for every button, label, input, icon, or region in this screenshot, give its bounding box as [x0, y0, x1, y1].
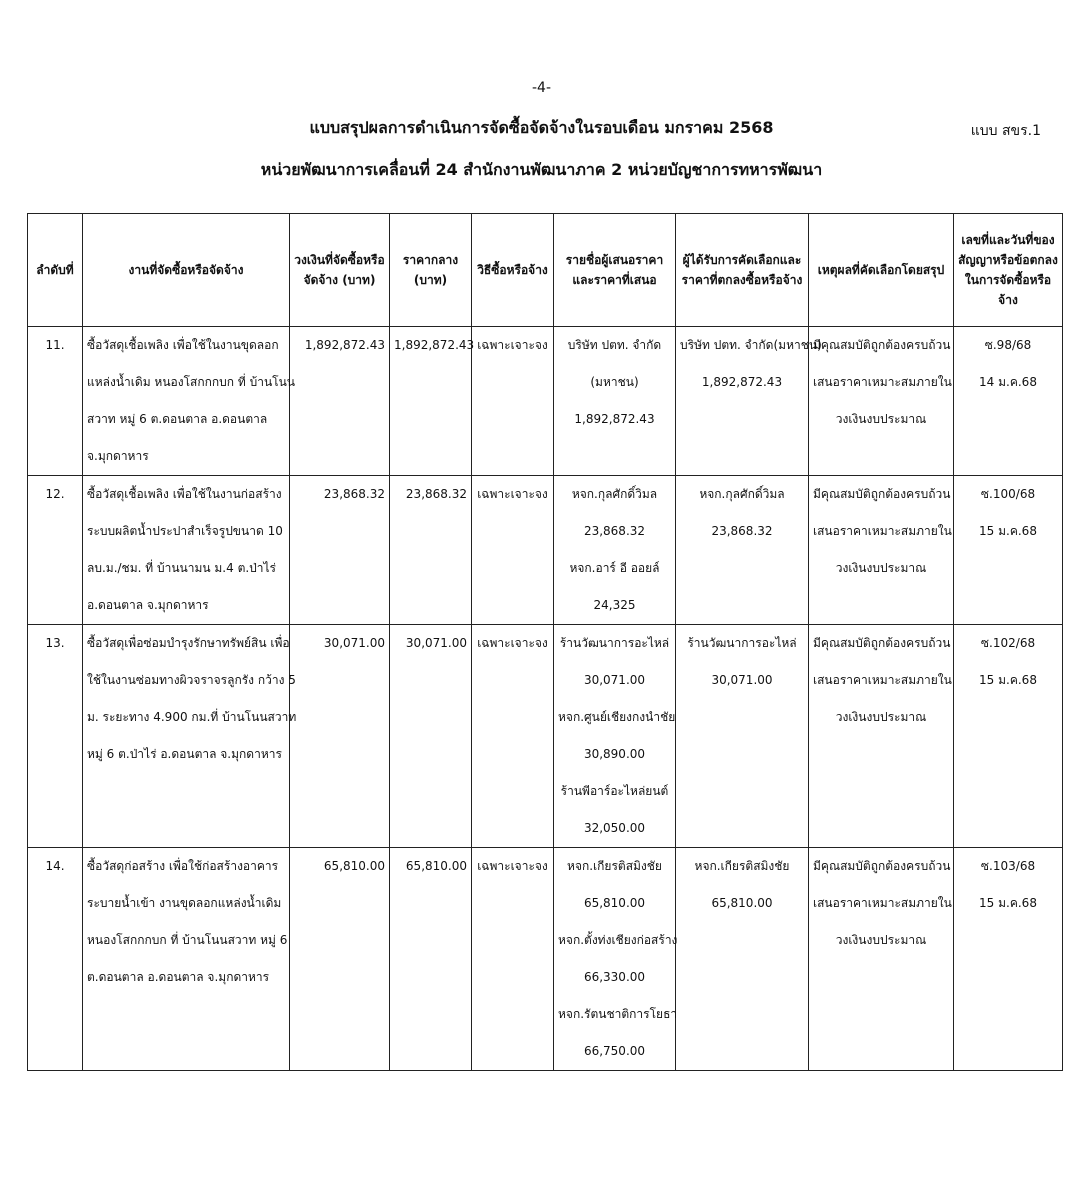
cell-winner-line: ร้านวัฒนาการอะไหล่ — [687, 636, 797, 650]
cell-budget: 1,892,872.43 — [290, 327, 390, 476]
cell-bidders-line: หจก.ศูนย์เชียงกงนำชัย — [558, 710, 676, 724]
cell-reason-line: เสนอราคาเหมาะสมภายใน — [813, 375, 952, 389]
cell-contract-line: 15 ม.ค.68 — [979, 896, 1037, 910]
cell-median-price: 30,071.00 — [390, 625, 472, 848]
cell-item-line: ระบายน้ำเข้า งานขุดลอกแหล่งน้ำเดิม — [87, 896, 282, 910]
cell-contract — [954, 327, 1063, 476]
table-row — [28, 625, 1063, 848]
cell-item — [83, 327, 295, 476]
cell-contract-line: ซ.103/68 — [980, 859, 1036, 873]
cell-contract — [954, 476, 1063, 625]
cell-item-line: ระบบผลิตน้ำประปาสำเร็จรูปขนาด 10 — [87, 524, 283, 538]
cell-bidders-line: 30,071.00 — [583, 673, 646, 687]
cell-bidders-line: หจก.เกียรติสมิงชัย — [567, 859, 662, 873]
cell-reason-line: เสนอราคาเหมาะสมภายใน — [813, 896, 952, 910]
cell-median-price: 1,892,872.43 — [390, 327, 472, 476]
table-body — [28, 327, 1063, 1071]
cell-winner-line: 30,071.00 — [711, 673, 773, 687]
cell-item-line: ซื้อวัสดุเพื่อซ่อมบำรุงรักษาทรัพย์สิน เพื่อ — [87, 636, 290, 650]
cell-bidders-line: 23,868.32 — [583, 524, 646, 538]
cell-reason-line: วงเงินงบประมาณ — [835, 561, 927, 575]
cell-method: เฉพาะเจาะจง — [472, 476, 554, 625]
cell-bidders-line: หจก.กุลศักดิ์วิมล — [571, 487, 658, 501]
cell-bidders-line: หจก.รัตนชาติการโยธา — [558, 1007, 678, 1021]
cell-contract-line: 14 ม.ค.68 — [979, 375, 1037, 389]
cell-winner-line: หจก.กุลศักดิ์วิมล — [699, 487, 785, 501]
cell-contract-line: 15 ม.ค.68 — [979, 524, 1037, 538]
cell-item-line: ซื้อวัสดุเชื้อเพลิง เพื่อใช้ในงานก่อสร้าง — [87, 487, 282, 501]
table-row — [28, 327, 1063, 476]
header-contract: เลขที่และวันที่ของสัญญาหรือข้อตกลงในการจัดซื้อหรือจ้าง — [954, 214, 1063, 327]
cell-item-line: ลบ.ม./ชม. ที่ บ้านนามน ม.4 ต.ป่าไร่ — [87, 561, 277, 575]
cell-item — [83, 625, 297, 848]
cell-item-line: ใช้ในงานซ่อมทางผิวจราจรลูกรัง กว้าง 5 — [87, 673, 296, 687]
table-row — [28, 848, 1063, 1071]
form-code: แบบ สขร.1 — [970, 123, 1041, 139]
cell-budget: 30,071.00 — [290, 625, 390, 848]
cell-item-line: สวาท หมู่ 6 ต.ดอนตาล อ.ดอนตาล — [87, 412, 268, 426]
cell-bidders-line: ร้านพีอาร์อะไหล่ยนต์ — [560, 784, 669, 798]
cell-item-line: แหล่งน้ำเดิม หนองโสกกกบก ที่ บ้านโนน — [87, 375, 295, 389]
cell-winner-line: บริษัท ปตท. จำกัด(มหาชน) — [680, 338, 822, 352]
cell-bidders-line: หจก.ตั้งท่งเชียงก่อสร้าง — [558, 933, 678, 947]
cell-reason-line: มีคุณสมบัติถูกต้องครบถ้วน — [813, 487, 951, 501]
cell-median-price: 65,810.00 — [390, 848, 472, 1071]
document-title: แบบสรุปผลการดำเนินการจัดซื้อจัดจ้างในรอบเดือน มกราคม 2568 — [309, 118, 774, 137]
cell-winner-line: 65,810.00 — [711, 896, 773, 910]
header-item: งานที่จัดซื้อหรือจัดจ้าง — [83, 214, 290, 327]
cell-contract — [954, 625, 1063, 848]
header-median-price: ราคากลาง (บาท) — [390, 214, 472, 327]
cell-reason-line: เสนอราคาเหมาะสมภายใน — [813, 524, 952, 538]
cell-method: เฉพาะเจาะจง — [472, 327, 554, 476]
cell-contract-line: 15 ม.ค.68 — [979, 673, 1037, 687]
cell-bidders-line: (มหาชน) — [590, 375, 639, 389]
cell-bidders-line: 1,892,872.43 — [574, 412, 655, 426]
cell-bidders-line: ร้านวัฒนาการอะไหล่ — [559, 636, 670, 650]
cell-method: เฉพาะเจาะจง — [472, 625, 554, 848]
cell-reason — [809, 625, 954, 848]
cell-item — [83, 476, 290, 625]
cell-winner — [676, 625, 809, 848]
cell-winner — [676, 848, 809, 1071]
cell-budget: 65,810.00 — [290, 848, 390, 1071]
cell-no: 12. — [28, 476, 83, 625]
cell-bidders-line: 65,810.00 — [583, 896, 646, 910]
cell-contract-line: ซ.100/68 — [980, 487, 1036, 501]
cell-reason-line: วงเงินงบประมาณ — [835, 710, 927, 724]
cell-bidders-line: 24,325 — [593, 598, 636, 612]
header-budget: วงเงินที่จัดซื้อหรือจัดจ้าง (บาท) — [290, 214, 390, 327]
cell-bidders-line: 66,330.00 — [583, 970, 646, 984]
cell-no: 11. — [28, 327, 83, 476]
cell-method: เฉพาะเจาะจง — [472, 848, 554, 1071]
header-method: วิธีซื้อหรือจ้าง — [472, 214, 554, 327]
cell-contract-line: ซ.98/68 — [984, 338, 1032, 352]
cell-contract — [954, 848, 1063, 1071]
document-subtitle: หน่วยพัฒนาการเคลื่อนที่ 24 สำนักงานพัฒนาภาค 2 หน่วยบัญชาการทหารพัฒนา — [260, 160, 823, 179]
cell-reason-line: เสนอราคาเหมาะสมภายใน — [813, 673, 952, 687]
cell-median-price: 23,868.32 — [390, 476, 472, 625]
cell-bidders-line: หจก.อาร์ อี ออยล์ — [569, 561, 660, 575]
cell-winner — [676, 476, 809, 625]
cell-winner-line: 1,892,872.43 — [701, 375, 783, 389]
cell-winner — [676, 327, 822, 476]
cell-item-line: หนองโสกกกบก ที่ บ้านโนนสวาท หมู่ 6 — [87, 933, 288, 947]
cell-reason — [809, 848, 954, 1071]
cell-bidders-line: 30,890.00 — [583, 747, 646, 761]
cell-bidders — [554, 476, 676, 625]
cell-bidders — [554, 625, 676, 848]
cell-item-line: ซื้อวัสดุก่อสร้าง เพื่อใช้ก่อสร้างอาคาร — [87, 859, 279, 873]
cell-item-line: ม. ระยะทาง 4.900 กม.ที่ บ้านโนนสวาท — [87, 710, 297, 724]
cell-reason — [809, 476, 954, 625]
cell-reason-line: มีคุณสมบัติถูกต้องครบถ้วน — [813, 636, 951, 650]
cell-item-line: ต.ดอนตาล อ.ดอนตาล จ.มุกดาหาร — [87, 970, 270, 984]
cell-no: 13. — [28, 625, 83, 848]
cell-bidders — [554, 848, 676, 1071]
cell-reason — [809, 327, 954, 476]
cell-item-line: อ.ดอนตาล จ.มุกดาหาร — [87, 598, 209, 612]
table-row — [28, 476, 1063, 625]
header-reason: เหตุผลที่คัดเลือกโดยสรุป — [809, 214, 954, 327]
header-winner: ผู้ได้รับการคัดเลือกและราคาที่ตกลงซื้อหรือจ้าง — [676, 214, 809, 327]
cell-winner-line: 23,868.32 — [711, 524, 773, 538]
page-number: -4- — [531, 80, 551, 96]
cell-contract-line: ซ.102/68 — [980, 636, 1036, 650]
cell-item — [83, 848, 290, 1071]
cell-item-line: ซื้อวัสดุเชื้อเพลิง เพื่อใช้ในงานขุดลอก — [87, 338, 279, 352]
header-bidders: รายชื่อผู้เสนอราคาและราคาที่เสนอ — [554, 214, 676, 327]
cell-no: 14. — [28, 848, 83, 1071]
cell-reason-line: วงเงินงบประมาณ — [835, 412, 927, 426]
cell-reason-line: วงเงินงบประมาณ — [835, 933, 927, 947]
cell-reason-line: มีคุณสมบัติถูกต้องครบถ้วน — [813, 338, 951, 352]
cell-reason-line: มีคุณสมบัติถูกต้องครบถ้วน — [813, 859, 951, 873]
cell-item-line: จ.มุกดาหาร — [87, 449, 149, 463]
cell-bidders-line: 66,750.00 — [583, 1044, 646, 1058]
cell-item-line: หมู่ 6 ต.ป่าไร่ อ.ดอนตาล จ.มุกดาหาร — [87, 747, 282, 761]
cell-budget: 23,868.32 — [290, 476, 390, 625]
procurement-summary-table — [27, 213, 1063, 1071]
cell-bidders-line: 32,050.00 — [583, 821, 646, 835]
cell-bidders — [554, 327, 676, 476]
table-header-row — [28, 214, 1063, 327]
header-no: ลำดับที่ — [28, 214, 83, 327]
cell-winner-line: หจก.เกียรติสมิงชัย — [694, 859, 790, 873]
cell-bidders-line: บริษัท ปตท. จำกัด — [567, 338, 662, 352]
